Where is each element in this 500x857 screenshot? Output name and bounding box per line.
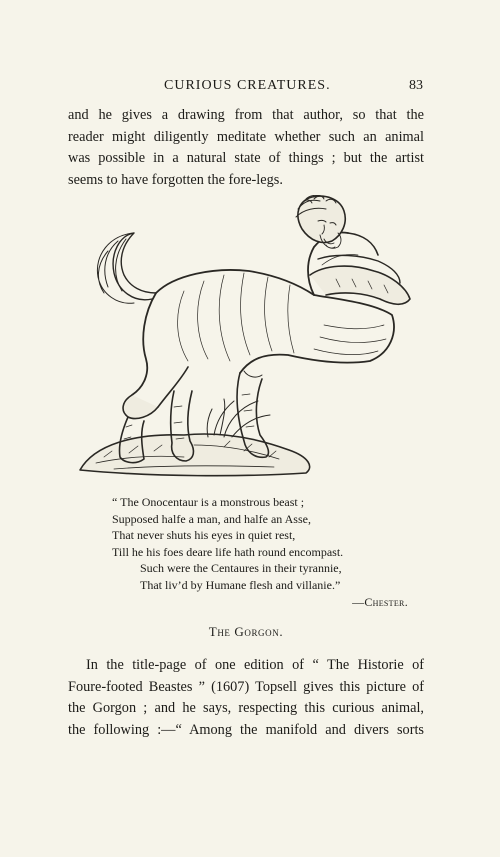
running-head (68, 78, 423, 98)
verse-line: That never shuts his eyes in quiet rest, (112, 528, 296, 543)
paragraph-line: reader might diligently meditate whether such an animal (68, 128, 424, 145)
paragraph-line: Foure-footed Beastes ” (1607) Topsell gives this picture of (68, 678, 424, 695)
paragraph-line: the following :—“ Among the manifold and divers sorts (68, 721, 424, 738)
paragraph-line: the Gorgon ; and he says, respecting this curious animal, (68, 700, 424, 716)
paragraph-line: was possible in a natural state of things ; but the artist (68, 150, 424, 166)
verse-line: Such were the Centaures in their tyrannie, (140, 561, 342, 576)
paragraph-line: In the title-page of one edition of “ The Historie of (86, 657, 424, 673)
paragraph-line: seems to have forgotten the fore-legs. (68, 171, 283, 188)
paragraph-line: and he gives a drawing from that author, so that the (68, 107, 424, 123)
gorgon-paragraph (68, 655, 424, 741)
onocentaur-icon (74, 195, 414, 480)
verse-line: Till he his foes deare life hath round encompast. (112, 544, 344, 559)
verse-line: That liv’d by Humane flesh and villanie.” (140, 577, 341, 592)
verse-line: Supposed halfe a man, and halfe an Asse, (112, 511, 311, 526)
opening-paragraph (68, 105, 424, 191)
onocentaur-woodcut-illustration (74, 195, 414, 480)
verse-attribution: —Chester. (352, 594, 408, 609)
running-title: CURIOUS CREATURES. (164, 78, 331, 93)
verse-line: “ The Onocentaur is a monstrous beast ; (112, 495, 305, 509)
section-heading: The Gorgon. (208, 624, 284, 639)
page-number: 83 (409, 78, 423, 93)
onocentaur-verse (112, 494, 408, 610)
